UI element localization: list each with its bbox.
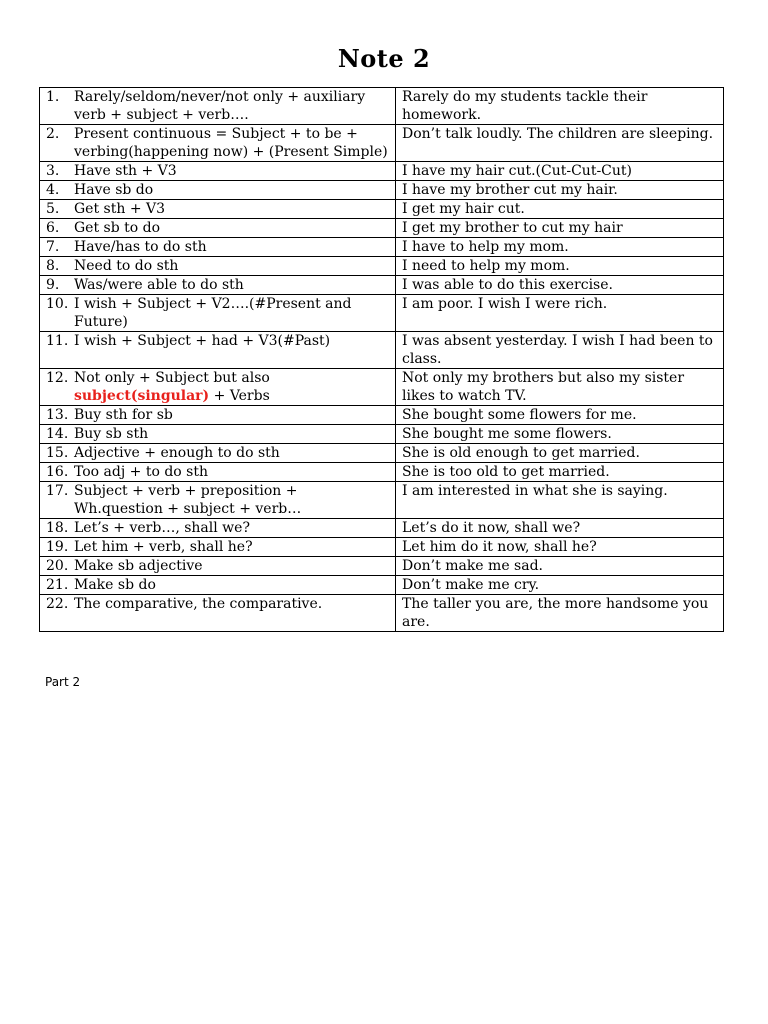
table-row	[40, 557, 724, 576]
rule-cell	[40, 332, 396, 369]
row-number: 3.	[46, 163, 60, 179]
highlighted-term: subject(singular)	[74, 388, 210, 404]
row-number: 16.	[46, 464, 69, 480]
row-number: 20.	[46, 558, 69, 574]
example-cell: Let him do it now, shall he?	[396, 538, 724, 557]
rule-cell	[40, 482, 396, 519]
example-cell: She bought some flowers for me.	[396, 406, 724, 425]
rule-text: Let’s + verb…, shall we?	[74, 520, 250, 536]
rule-text: Let him + verb, shall he?	[74, 539, 253, 555]
table-row	[40, 219, 724, 238]
example-cell: I have my brother cut my hair.	[396, 181, 724, 200]
rule-cell	[40, 369, 396, 406]
table-row	[40, 200, 724, 219]
rule-text: Have sth + V3	[74, 163, 177, 179]
rule-text: Buy sth for sb	[74, 407, 173, 423]
rule-text-part: Not only + Subject but also	[74, 370, 270, 386]
table-row	[40, 257, 724, 276]
rule-text: Rarely/seldom/never/not only + auxiliary verb + subject + verb….	[74, 89, 366, 123]
example-cell: I get my hair cut.	[396, 200, 724, 219]
table-row	[40, 332, 724, 369]
rule-cell	[40, 276, 396, 295]
rule-text: Make sb do	[74, 577, 156, 593]
rule-cell	[40, 88, 396, 125]
example-cell: Don’t make me sad.	[396, 557, 724, 576]
row-number: 19.	[46, 539, 69, 555]
table-row	[40, 125, 724, 162]
row-number: 8.	[46, 258, 60, 274]
rule-cell	[40, 576, 396, 595]
footer-label: Part 2	[45, 675, 81, 689]
rule-text: Present continuous = Subject + to be + verbing(happening now) + (Present Simple)	[74, 126, 388, 160]
rule-cell	[40, 595, 396, 632]
example-cell: I get my brother to cut my hair	[396, 219, 724, 238]
table-row	[40, 463, 724, 482]
table-row	[40, 482, 724, 519]
row-number: 1.	[46, 89, 60, 105]
row-number: 9.	[46, 277, 60, 293]
row-number: 21.	[46, 577, 69, 593]
rule-text	[74, 369, 389, 405]
table-row	[40, 444, 724, 463]
rule-text: Have/has to do sth	[74, 239, 207, 255]
rule-text: Have sb do	[74, 182, 154, 198]
example-cell: She is old enough to get married.	[396, 444, 724, 463]
table-row	[40, 295, 724, 332]
table-row	[40, 162, 724, 181]
example-cell: She bought me some flowers.	[396, 425, 724, 444]
row-number: 4.	[46, 182, 60, 198]
row-number: 18.	[46, 520, 69, 536]
rule-cell	[40, 257, 396, 276]
example-cell: Not only my brothers but also my sister likes to watch TV.	[396, 369, 724, 406]
rule-text: Get sth + V3	[74, 201, 166, 217]
table-row	[40, 276, 724, 295]
example-cell: I am interested in what she is saying.	[396, 482, 724, 519]
row-number: 5.	[46, 201, 60, 217]
example-cell: I have to help my mom.	[396, 238, 724, 257]
example-cell: Rarely do my students tackle their homework.	[396, 88, 724, 125]
rule-cell	[40, 406, 396, 425]
rule-cell	[40, 557, 396, 576]
row-number: 13.	[46, 407, 69, 423]
rule-text: Subject + verb + preposition + Wh.question + subject + verb…	[74, 483, 302, 517]
rule-text: Adjective + enough to do sth	[74, 445, 280, 461]
example-cell: The taller you are, the more handsome you are.	[396, 595, 724, 632]
rule-cell	[40, 181, 396, 200]
rule-cell	[40, 444, 396, 463]
table-row	[40, 238, 724, 257]
row-number: 22.	[46, 596, 69, 612]
grammar-notes-table	[39, 87, 724, 632]
rule-text: Need to do sth	[74, 258, 179, 274]
rule-cell	[40, 519, 396, 538]
table-row	[40, 595, 724, 632]
rule-text-part: + Verbs	[209, 388, 270, 404]
table-row	[40, 576, 724, 595]
rule-cell	[40, 162, 396, 181]
grammar-notes-body	[40, 88, 724, 632]
table-row	[40, 181, 724, 200]
rule-cell	[40, 295, 396, 332]
table-row	[40, 425, 724, 444]
table-row	[40, 406, 724, 425]
rule-text: Make sb adjective	[74, 558, 203, 574]
row-number: 6.	[46, 220, 60, 236]
rule-text: I wish + Subject + had + V3(#Past)	[74, 333, 331, 349]
table-row	[40, 519, 724, 538]
example-cell: I was able to do this exercise.	[396, 276, 724, 295]
rule-text: I wish + Subject + V2….(#Present and Future)	[74, 296, 352, 330]
rule-cell	[40, 219, 396, 238]
table-row	[40, 88, 724, 125]
rule-cell	[40, 200, 396, 219]
row-number: 10.	[46, 296, 69, 312]
page-title: Note 2	[337, 44, 431, 73]
row-number: 15.	[46, 445, 69, 461]
example-cell: I was absent yesterday. I wish I had been to class.	[396, 332, 724, 369]
example-cell: Let’s do it now, shall we?	[396, 519, 724, 538]
example-cell: I have my hair cut.(Cut-Cut-Cut)	[396, 162, 724, 181]
row-number: 7.	[46, 239, 60, 255]
rule-text: Too adj + to do sth	[74, 464, 209, 480]
rule-text: The comparative, the comparative.	[74, 596, 323, 612]
example-cell: Don’t make me cry.	[396, 576, 724, 595]
table-row	[40, 369, 724, 406]
rule-cell	[40, 538, 396, 557]
row-number: 2.	[46, 126, 60, 142]
rule-text: Buy sb sth	[74, 426, 149, 442]
row-number: 11.	[46, 333, 69, 349]
rule-cell	[40, 125, 396, 162]
example-cell: I need to help my mom.	[396, 257, 724, 276]
example-cell: She is too old to get married.	[396, 463, 724, 482]
row-number: 12.	[46, 370, 69, 386]
example-cell: Don’t talk loudly. The children are sleeping.	[396, 125, 724, 162]
rule-cell	[40, 238, 396, 257]
rule-cell	[40, 463, 396, 482]
rule-text: Get sb to do	[74, 220, 161, 236]
row-number: 17.	[46, 483, 69, 499]
row-number: 14.	[46, 426, 69, 442]
rule-cell	[40, 425, 396, 444]
table-row	[40, 538, 724, 557]
example-cell: I am poor. I wish I were rich.	[396, 295, 724, 332]
rule-text: Was/were able to do sth	[74, 277, 244, 293]
